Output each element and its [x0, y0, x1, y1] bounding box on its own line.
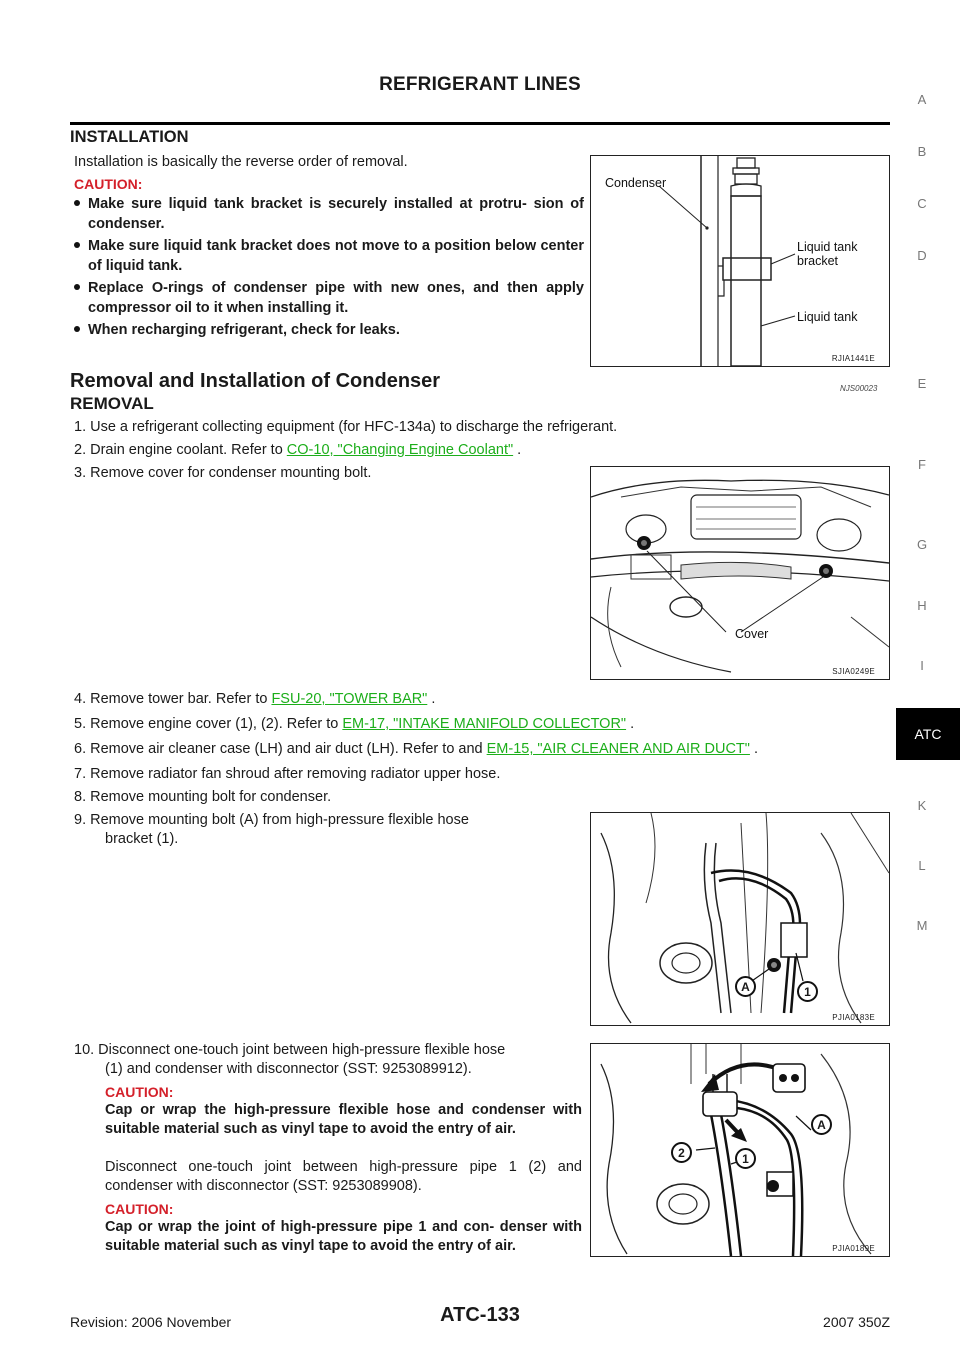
step-4: 4. Remove tower bar. Refer to FSU-20, "TOWER BAR" .: [74, 691, 436, 707]
cover-figure: [590, 466, 890, 680]
step-10-caution2-text: Cap or wrap the joint of high-pressure pipe 1 and con- denser with suitable material such as vinyl tape to avoid the entry of air.: [105, 1219, 582, 1254]
caution-item: Replace O-rings of condenser pipe with new ones, and then apply compressor oil to it when installing it.: [88, 278, 584, 318]
callout-a: A: [735, 976, 756, 997]
intake-manifold-link[interactable]: EM-17, "INTAKE MANIFOLD COLLECTOR": [342, 716, 627, 732]
figure-id: SJIA0249E: [832, 667, 875, 676]
index-letter-d[interactable]: D: [917, 248, 927, 263]
model-text: 2007 350Z: [823, 1314, 890, 1330]
step-10-line1: 10. Disconnect one-touch joint between high-pressure flexible hose: [74, 1042, 506, 1058]
callout-1: 1: [797, 981, 818, 1002]
liquid-tank-figure: [590, 155, 890, 367]
step-10-caution-label: CAUTION:: [105, 1084, 174, 1100]
tank-label: Liquid tank: [797, 310, 858, 324]
index-tab-atc[interactable]: ATC: [896, 708, 960, 760]
index-letter-g[interactable]: G: [916, 537, 928, 552]
callout-a: A: [811, 1114, 832, 1135]
step-10-additional: Disconnect one-touch joint between high-pressure pipe 1 (2) and condenser with disconnector (SST: 9253089908).: [105, 1159, 582, 1194]
index-letter-l[interactable]: L: [918, 858, 926, 873]
bullet-icon: [74, 200, 80, 206]
index-letter-b[interactable]: B: [917, 144, 927, 159]
step-1: 1. Use a refrigerant collecting equipment (for HFC-134a) to discharge the refrigerant.: [74, 419, 618, 435]
removal-heading: REMOVAL: [70, 394, 154, 413]
figure-id: PJIA0183E: [832, 1013, 875, 1022]
mounting-bolt-figure: [590, 812, 890, 1026]
caution-item: Make sure liquid tank bracket does not move to a position below center of liquid tank.: [88, 236, 584, 276]
step-3: 3. Remove cover for condenser mounting bolt.: [74, 465, 372, 481]
index-letter-m[interactable]: M: [916, 918, 928, 933]
step-9-line2: bracket (1).: [105, 831, 179, 847]
bracket-label-line1: Liquid tank: [797, 240, 858, 254]
bullet-icon: [74, 326, 80, 332]
index-letter-f[interactable]: F: [918, 457, 926, 472]
index-letter-a[interactable]: A: [917, 92, 927, 107]
caution-item: Make sure liquid tank bracket is securely installed at protru- sion of condenser.: [88, 194, 584, 234]
step-2: 2. Drain engine coolant. Refer to CO-10, "Changing Engine Coolant" .: [74, 442, 522, 458]
index-letter-c[interactable]: C: [917, 196, 927, 211]
revision-text: Revision: 2006 November: [70, 1314, 232, 1330]
section-title: Removal and Installation of Condenser: [70, 370, 441, 392]
bracket-label-line2: bracket: [797, 254, 838, 268]
figure-id: PJIA0189E: [832, 1244, 875, 1253]
section-code: NJS00023: [840, 384, 878, 393]
caution-label: CAUTION:: [74, 176, 143, 192]
page-title: REFRIGERANT LINES: [379, 74, 581, 95]
bullet-icon: [74, 284, 80, 290]
installation-heading: INSTALLATION: [70, 128, 189, 146]
tower-bar-link[interactable]: FSU-20, "TOWER BAR": [271, 691, 428, 707]
condenser-label: Condenser: [605, 176, 667, 190]
bullet-icon: [74, 242, 80, 248]
installation-intro: Installation is basically the reverse order of removal.: [74, 154, 408, 170]
step-8: 8. Remove mounting bolt for condenser.: [74, 789, 332, 805]
figure-id: RJIA1441E: [831, 354, 875, 363]
step-10-caution2-label: CAUTION:: [105, 1201, 174, 1217]
air-cleaner-link[interactable]: EM-15, "AIR CLEANER AND AIR DUCT": [486, 741, 750, 757]
caution-item: When recharging refrigerant, check for leaks.: [88, 320, 584, 340]
index-letter-e[interactable]: E: [917, 376, 927, 391]
step-10-line2: (1) and condenser with disconnector (SST: 9253089912).: [105, 1061, 472, 1077]
step-5: 5. Remove engine cover (1), (2). Refer to EM-17, "INTAKE MANIFOLD COLLECTOR" .: [74, 716, 635, 732]
index-letter-h[interactable]: H: [917, 598, 927, 613]
header-divider: [70, 122, 890, 125]
callout-2: 2: [671, 1142, 692, 1163]
coolant-link[interactable]: CO-10, "Changing Engine Coolant": [286, 442, 514, 458]
engine-bay-diagram: [591, 467, 889, 679]
one-touch-joint-figure: [590, 1043, 890, 1257]
page-number: ATC-133: [440, 1304, 520, 1326]
step-9-line1: 9. Remove mounting bolt (A) from high-pressure flexible hose: [74, 812, 469, 828]
step-10-caution-text: Cap or wrap the high-pressure flexible hose and condenser with suitable material such as vinyl tape to avoid the entry of air.: [105, 1102, 582, 1137]
index-letter-k[interactable]: K: [917, 798, 927, 813]
step-7: 7. Remove radiator fan shroud after removing radiator upper hose.: [74, 766, 501, 782]
callout-1: 1: [735, 1148, 756, 1169]
step-6: 6. Remove air cleaner case (LH) and air duct (LH). Refer to and EM-15, "AIR CLEANER AND AIR DUCT" .: [74, 741, 758, 757]
index-letter-i[interactable]: I: [920, 658, 924, 673]
cover-label: Cover: [735, 627, 769, 641]
